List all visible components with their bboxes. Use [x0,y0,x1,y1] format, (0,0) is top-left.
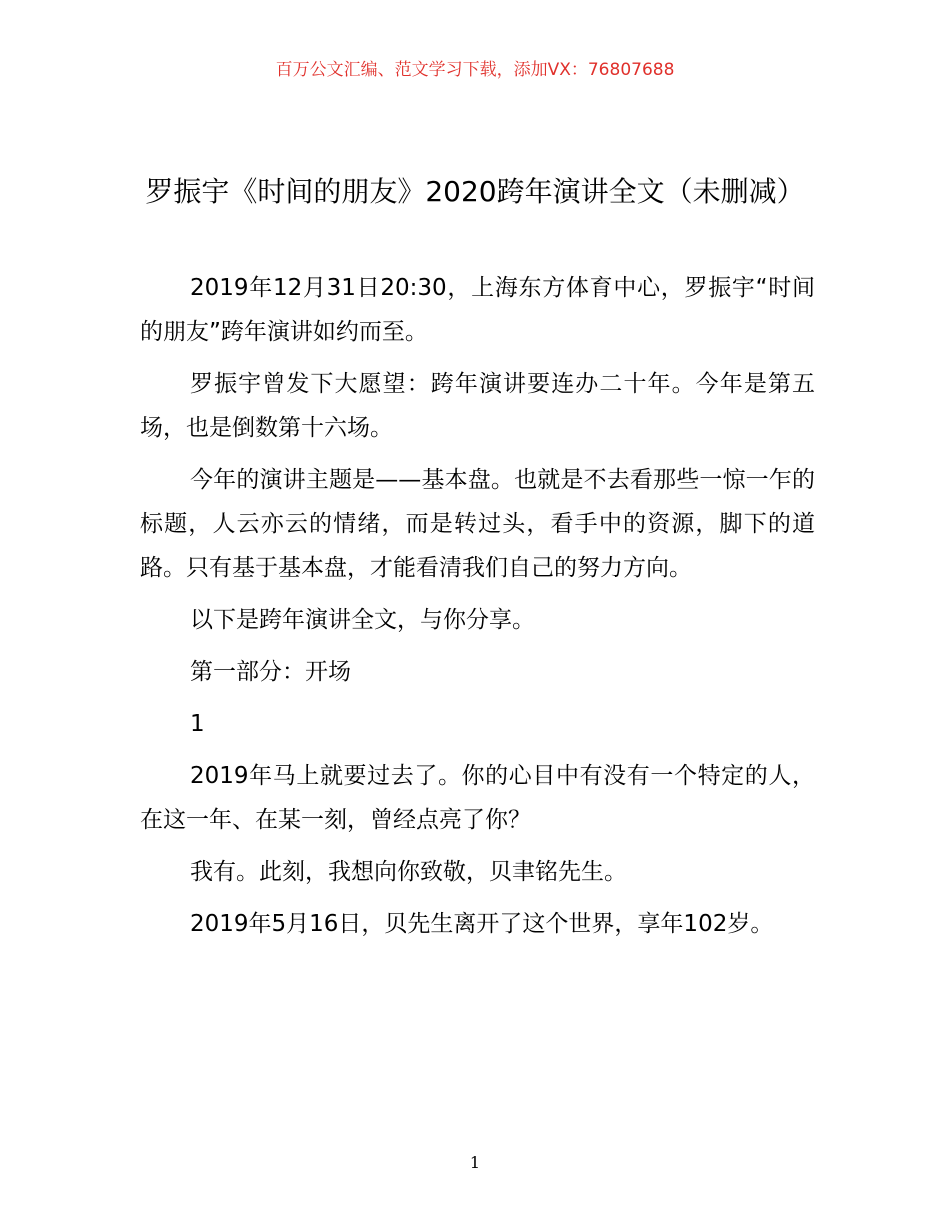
paragraph: 2019年12月31日20:30，上海东方体育中心，罗振宇“时间的朋友”跨年演讲如约而至。 [140,275,815,345]
section-heading: 第一部分：开场 [190,659,351,685]
document-title: 罗振宇《时间的朋友》2020跨年演讲全文（未删减） [145,175,805,208]
section-number: 1 [190,711,205,737]
paragraph: 我有。此刻，我想向你致敬，贝聿铭先生。 [190,859,627,885]
paragraph: 2019年马上就要过去了。你的心目中有没有一个特定的人，在这一年、在某一刻，曾经点亮了你？ [140,763,815,833]
paragraph: 以下是跨年演讲全文，与你分享。 [190,607,535,633]
paragraph: 罗振宇曾发下大愿望：跨年演讲要连办二十年。今年是第五场，也是倒数第十六场。 [140,371,815,441]
page-number: 1 [469,1153,481,1172]
paragraph: 2019年5月16日，贝先生离开了这个世界，享年102岁。 [190,911,774,937]
document-body [140,266,815,954]
promo-header: 百万公文汇编、范文学习下载，添加VX：76807688 [275,60,675,80]
paragraph: 今年的演讲主题是——基本盘。也就是不去看那些一惊一乍的标题，人云亦云的情绪，而是转过头，看手中的资源，脚下的道路。只有基于基本盘，才能看清我们自己的努力方向。 [140,467,815,581]
